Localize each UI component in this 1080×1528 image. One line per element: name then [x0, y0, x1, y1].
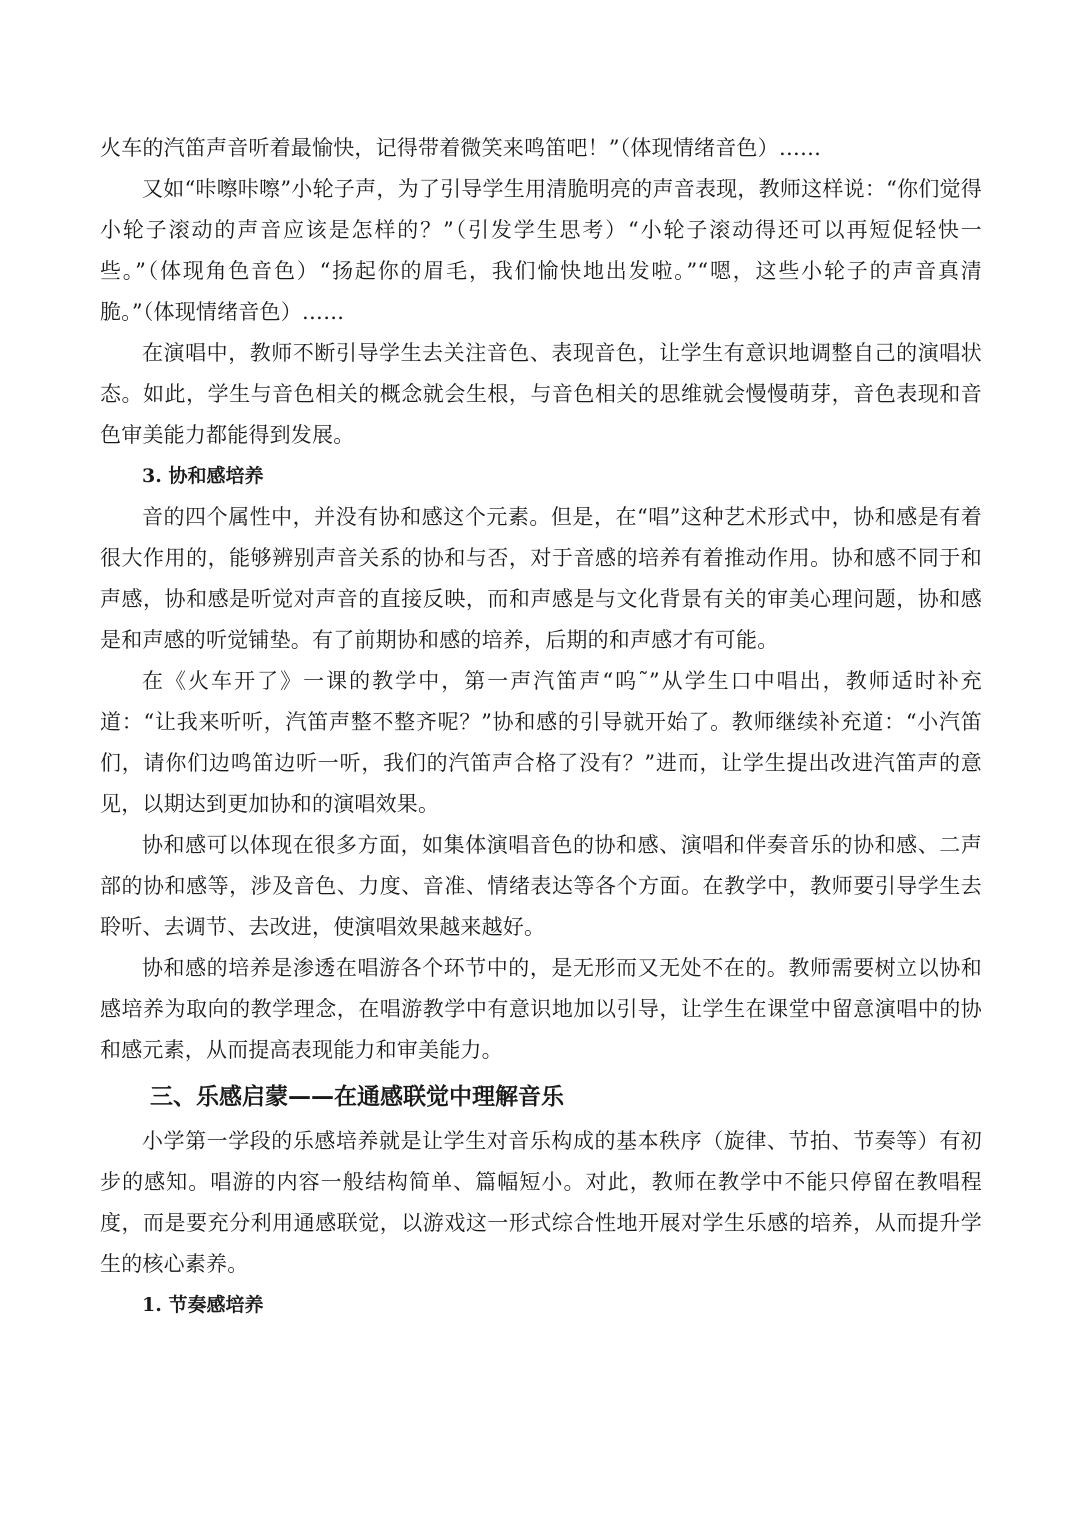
paragraph-wheel-sound: 又如“咔嚓咔嚓”小轮子声，为了引导学生用清脆明亮的声音表现，教师这样说：“你们觉得小轮子滚动的声音应该是怎样的？”（引发学生思考）“小轮子滚动得还可以再短促轻快一些。”（体现角色音色）“扬起你的眉毛，我们愉快地出发啦。”“嗯，这些小轮子的声音真清脆。”（体现情绪音色）…… [100, 177, 982, 324]
paragraph-harmony-cultivation: 协和感的培养是渗透在唱游各个环节中的，是无形而又无处不在的。教师需要树立以协和感培养为取向的教学理念，在唱游教学中有意识地加以引导，让学生在课堂中留意演唱中的协和感元素，从而提高表现能力和审美能力。 [100, 956, 982, 1062]
paragraph-music-sense-intro: 小学第一学段的乐感培养就是让学生对音乐构成的基本秩序（旋律、节拍、节奏等）有初步的感知。唱游的内容一般结构简单、篇幅短小。对此，教师在教学中不能只停留在教唱程度，而是要充分利用通感联觉，以游戏这一形式综合性地开展对学生乐感的培养，从而提升学生的核心素养。 [100, 1129, 982, 1276]
document-page [100, 128, 982, 1326]
paragraph-harmony-definition: 音的四个属性中，并没有协和感这个元素。但是，在“唱”这种艺术形式中，协和感是有着很大作用的，能够辨别声音关系的协和与否，对于音感的培养有着推动作用。协和感不同于和声感，协和感是听觉对声音的直接反映，而和声感是与文化背景有关的审美心理问题，协和感是和声感的听觉铺垫。有了前期协和感的培养，后期的和声感才有可能。 [100, 505, 982, 652]
section-heading-music-sense: 三、乐感启蒙——在通感联觉中理解音乐 [150, 1084, 564, 1110]
subheading-rhythm: 1. 节奏感培养 [142, 1294, 264, 1316]
paragraph-train-lesson: 在《火车开了》一课的教学中，第一声汽笛声“呜˜”从学生口中唱出，教师适时补充道：“让我来听听，汽笛声整不整齐呢？”协和感的引导就开始了。教师继续补充道：“小汽笛们，请你们边鸣笛边听一听，我们的汽笛声合格了没有？”进而，让学生提出改进汽笛声的意见，以期达到更加协和的演唱效果。 [100, 669, 982, 816]
paragraph-continuation: 火车的汽笛声音听着最愉快，记得带着微笑来鸣笛吧！”（体现情绪音色）…… [100, 136, 822, 160]
paragraph-harmony-aspects: 协和感可以体现在很多方面，如集体演唱音色的协和感、演唱和伴奏音乐的协和感、二声部的协和感等，涉及音色、力度、音准、情绪表达等各个方面。在教学中，教师要引导学生去聆听、去调节、去改进，使演唱效果越来越好。 [100, 833, 982, 939]
subheading-harmony: 3. 协和感培养 [142, 465, 264, 487]
paragraph-timbre-guidance: 在演唱中，教师不断引导学生去关注音色、表现音色，让学生有意识地调整自己的演唱状态。如此，学生与音色相关的概念就会生根，与音色相关的思维就会慢慢萌芽，音色表现和音色审美能力都能得到发展。 [100, 341, 982, 447]
